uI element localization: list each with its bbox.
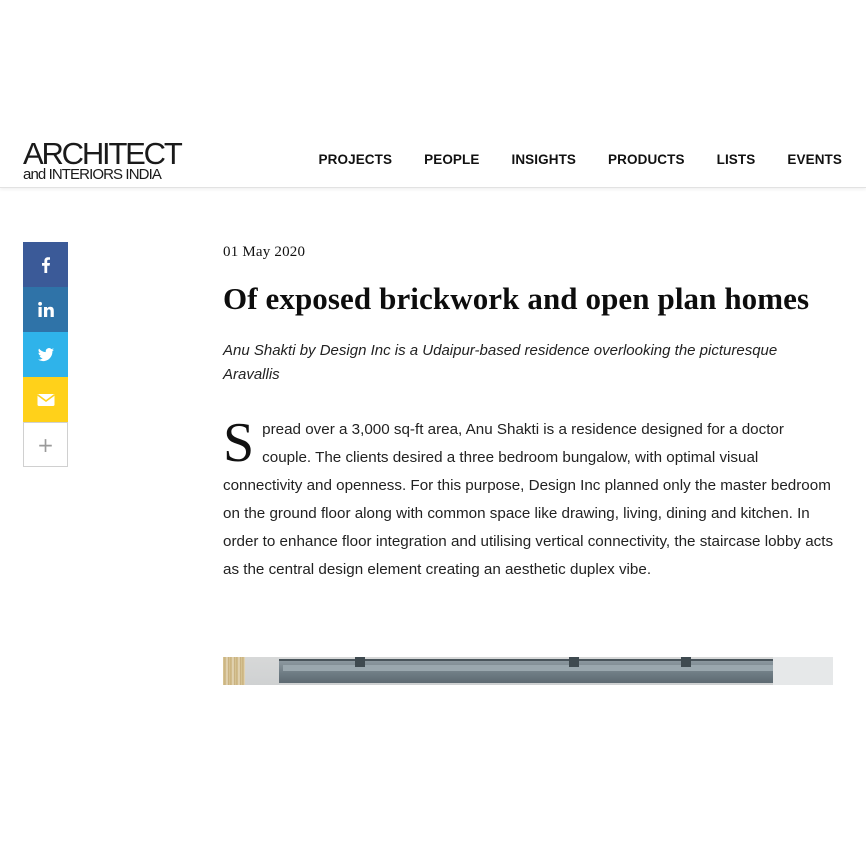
drop-cap: S (223, 412, 255, 474)
share-bar (23, 242, 68, 467)
nav-events[interactable]: EVENTS (787, 152, 842, 167)
facebook-share-button[interactable] (23, 242, 68, 287)
wall-surface (773, 657, 833, 685)
facebook-icon (36, 255, 56, 275)
window-frame (681, 657, 691, 667)
nav-products[interactable]: PRODUCTS (608, 152, 685, 167)
article-paragraph: pread over a 3,000 sq-ft area, Anu Shakti is a residence designed for a doctor couple. The clients desired a three bedroom bungalow, with optimal visual connectivity and openness. For this purpose, Design Inc planned only the master bedroom on the ground floor along with common space like drawing, living, dining and kitchen. In order to enhance floor integration and utilising vertical connectivity, the staircase lobby acts as the central design element creating an aesthetic duplex vibe. (223, 421, 834, 578)
concrete-canopy (279, 659, 779, 683)
site-header (0, 130, 866, 188)
article (223, 244, 835, 584)
nav-insights[interactable]: INSIGHTS (511, 152, 577, 167)
article-title: Of exposed brickwork and open plan homes (223, 281, 810, 316)
linkedin-icon (36, 300, 56, 320)
window-frame (569, 657, 579, 667)
article-standfirst: Anu Shakti by Design Inc is a Udaipur-based residence overlooking the picturesque Aravallis (223, 342, 778, 383)
email-icon (36, 390, 56, 410)
article-body (223, 412, 835, 584)
brickwork-texture (223, 657, 245, 685)
twitter-share-button[interactable] (23, 332, 68, 377)
logo-line2: and INTERIORS INDIA (23, 166, 161, 183)
nav-people[interactable]: PEOPLE (424, 152, 480, 167)
linkedin-share-button[interactable] (23, 287, 68, 332)
main-nav (319, 152, 842, 167)
more-share-button[interactable]: + (23, 422, 68, 467)
logo-line1: ARCHITECT (23, 136, 181, 171)
site-logo[interactable] (23, 136, 183, 183)
article-hero-image (223, 657, 833, 685)
article-date: 01 May 2020 (223, 244, 306, 260)
email-share-button[interactable] (23, 377, 68, 422)
nav-projects[interactable]: PROJECTS (318, 152, 393, 167)
twitter-icon (36, 345, 56, 365)
nav-lists[interactable]: LISTS (716, 152, 756, 167)
window-frame (355, 657, 365, 667)
